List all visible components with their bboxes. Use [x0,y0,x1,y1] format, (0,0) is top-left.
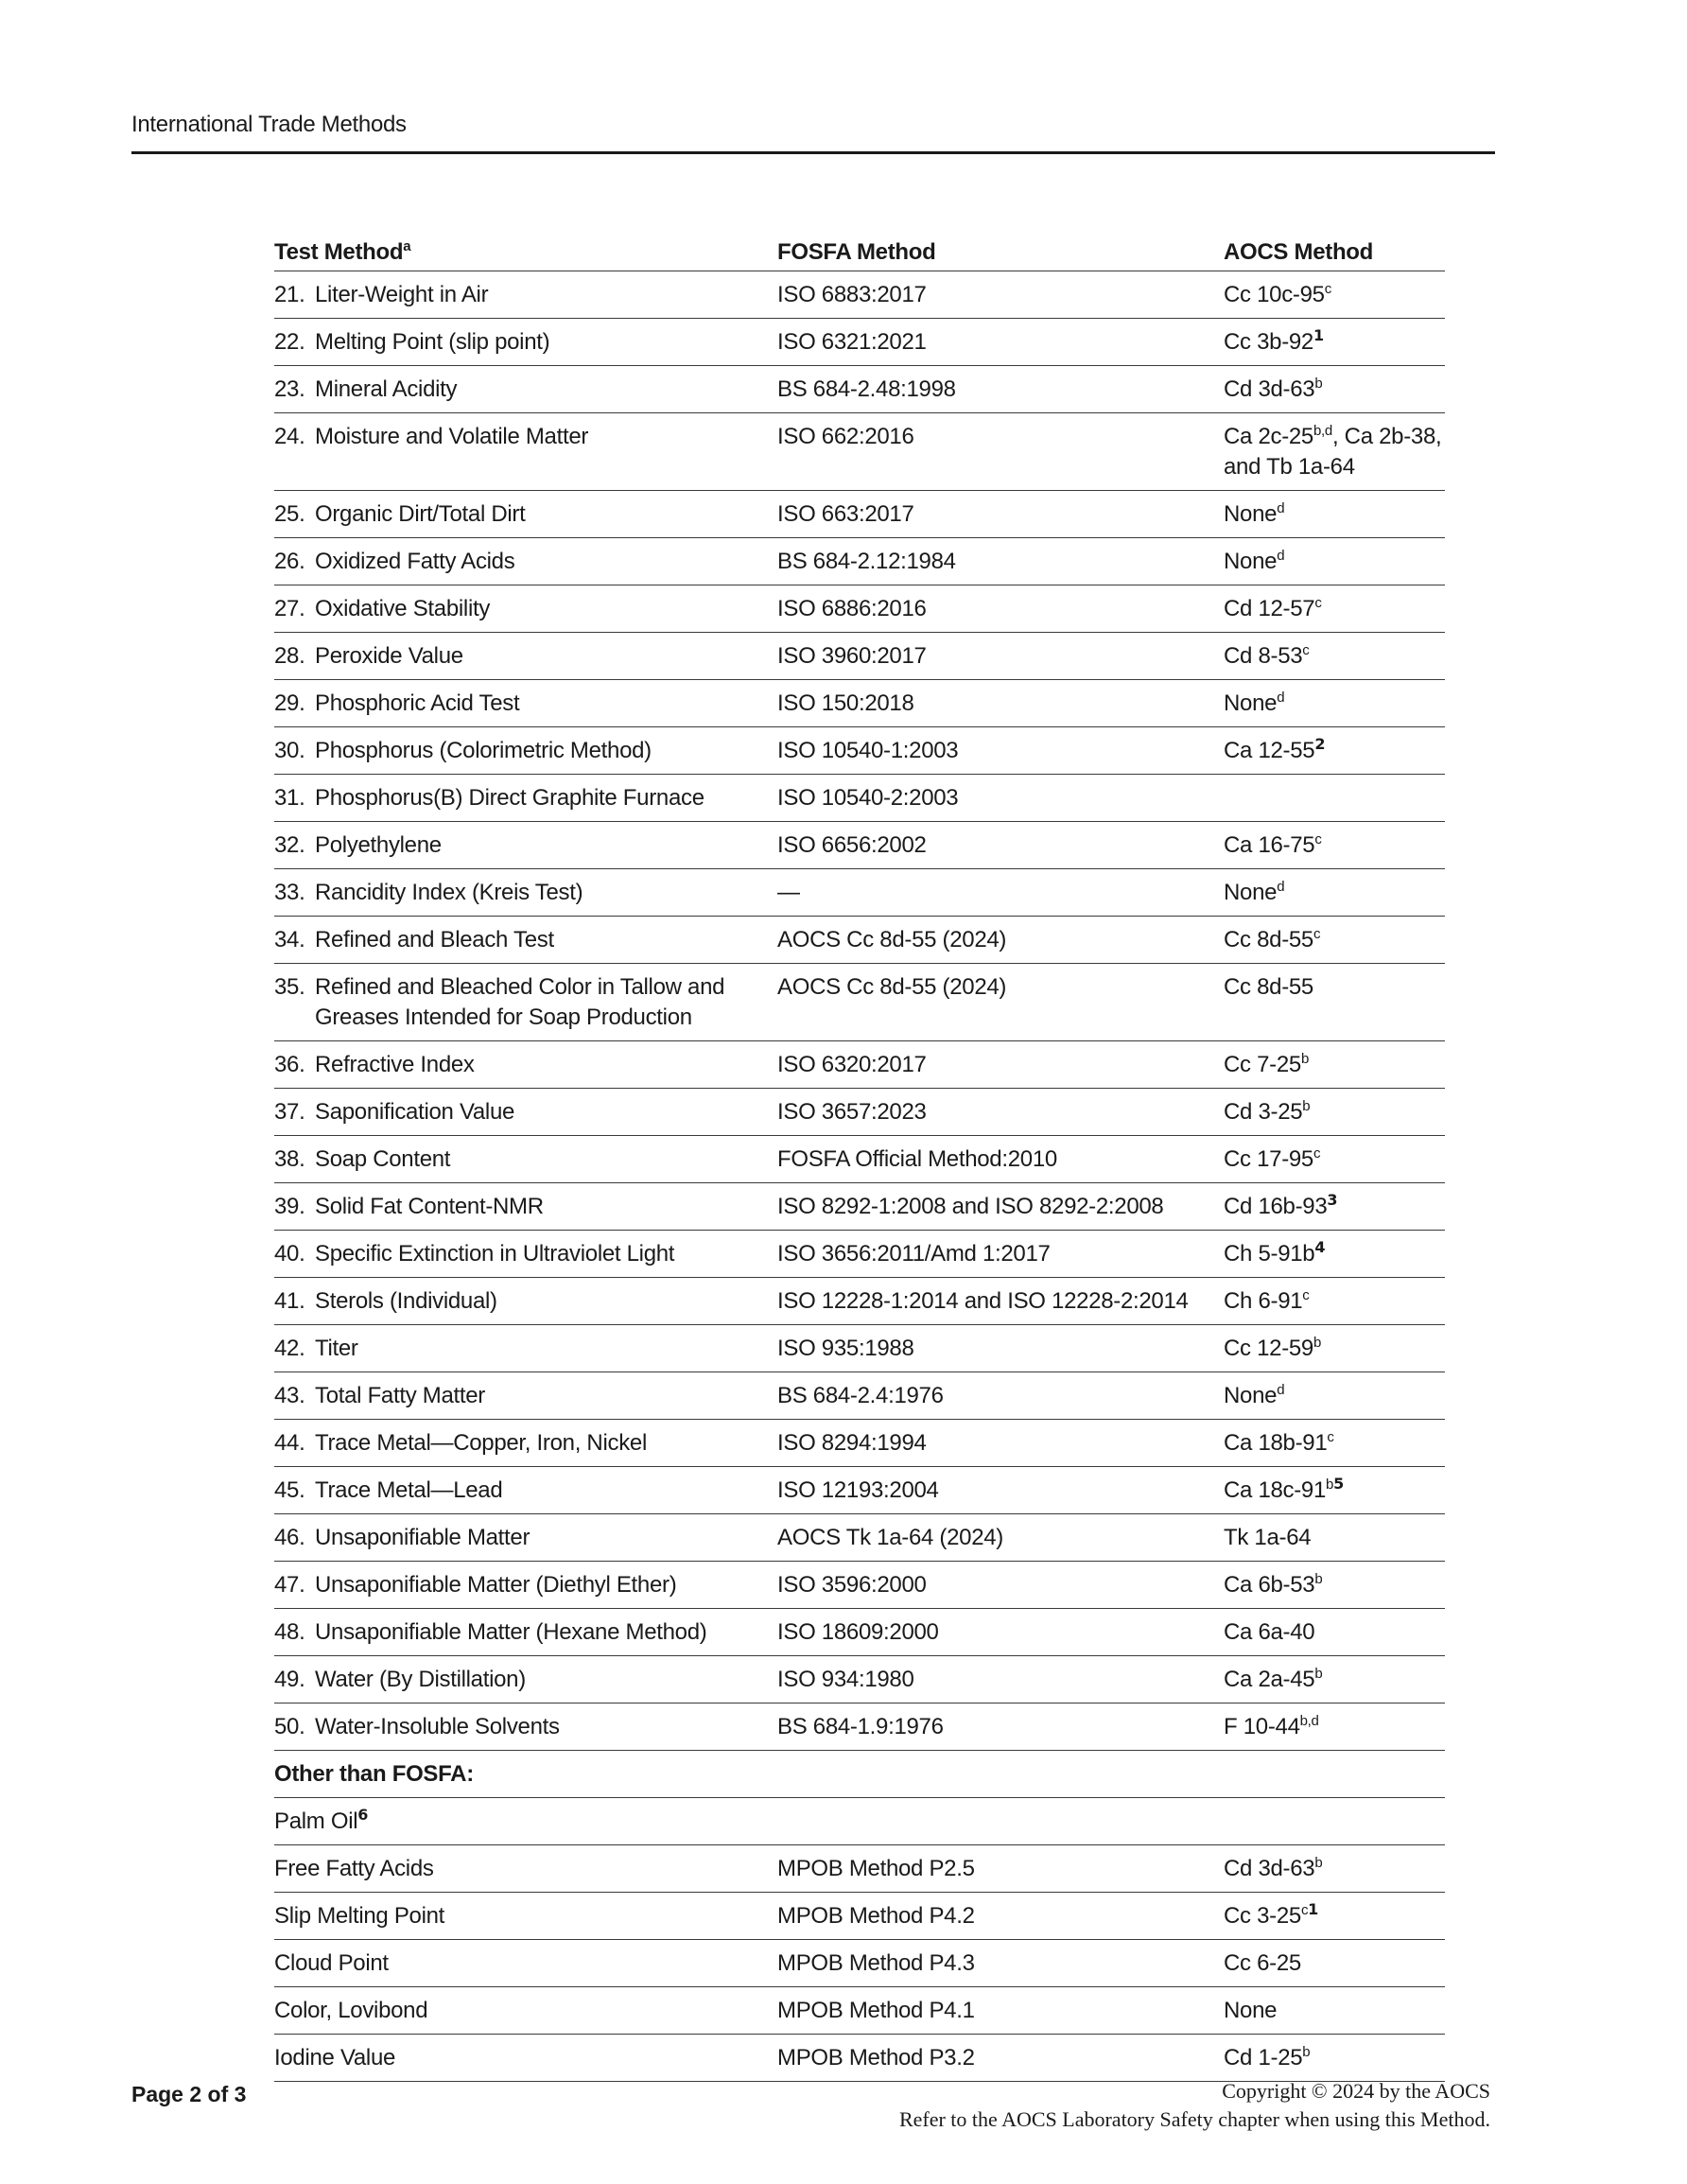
footnote-letter: c [1327,1429,1334,1445]
footer-notice [899,2077,1490,2134]
test-method-cell [274,1183,777,1230]
table-row [274,1278,1445,1325]
aocs-method-code: None [1224,1998,1278,2023]
test-method-name: Refined and Bleach Test [315,927,554,952]
test-method-cell [274,1089,777,1135]
footnote-letter: d [1277,1382,1285,1398]
test-method-cell [274,964,777,1040]
row-number: 26. [274,549,305,574]
aocs-method-code: Cd 12-57 [1224,596,1315,621]
test-method-name: Sterols (Individual) [315,1288,497,1314]
test-method-cell [274,491,777,537]
aocs-method-code: Cc 3b-92 [1224,329,1313,355]
test-method-name: Mineral Acidity [315,376,458,402]
fosfa-method-cell: ISO 18609:2000 [777,1619,939,1645]
aocs-method-cell [1224,775,1445,821]
row-number: 42. [274,1336,305,1361]
row-number: 24. [274,424,305,449]
aocs-method-code: Ca 2c-25 [1224,424,1313,449]
test-method-cell [274,1325,777,1372]
aocs-method-cell [1224,680,1445,726]
aocs-method-code: Cc 10c-95 [1224,282,1325,307]
fosfa-method-cell: BS 684-2.4:1976 [777,1383,944,1408]
aocs-method-cell [1224,727,1445,774]
footnote-letter: d [1277,548,1285,564]
row-number: 41. [274,1288,305,1314]
aocs-method-code: Cc 6-25 [1224,1950,1301,1976]
aocs-method-code: Cd 1-25 [1224,2045,1303,2070]
test-method-name: Total Fatty Matter [315,1383,485,1408]
table-row [274,1704,1445,1751]
header-test-method: Test Method$^a$ [274,238,411,265]
table-row [274,585,1445,633]
fosfa-method-cell: ISO 150:2018 [777,690,914,716]
row-number: 37. [274,1099,305,1125]
aocs-method-code: Cd 3d-63 [1224,1856,1315,1881]
row-number: 49. [274,1667,305,1692]
table-row [274,366,1445,413]
table-row [274,1562,1445,1609]
fosfa-method-cell: ISO 934:1980 [777,1667,914,1692]
section-row [274,1751,1445,1798]
table-header-row [274,229,1445,271]
fosfa-method-cell: MPOB Method P4.3 [777,1950,975,1976]
aocs-method-cell [1224,1278,1445,1324]
aocs-method-cell [1224,964,1445,1040]
copyright-line: Copyright © 2024 by the AOCS [1222,2079,1490,2103]
test-method-cell [274,1562,777,1608]
test-method-name: Trace Metal—Copper, Iron, Nickel [315,1430,647,1456]
empty-cell [777,1798,1224,1844]
footnote-letter: d [1277,690,1285,706]
table-row [274,1893,1445,1940]
aocs-method-cell [1224,822,1445,868]
test-method-name: Color, Lovibond [274,1998,428,2023]
table-row [274,1041,1445,1089]
aocs-method-cell [1224,1231,1445,1277]
test-method-name: Organic Dirt/Total Dirt [315,501,526,527]
fosfa-method-cell: ISO 3960:2017 [777,643,927,669]
aocs-method-code: Ca 18b-91 [1224,1430,1328,1456]
test-method-cell [274,917,777,963]
footnote-letter: c [1302,1287,1310,1303]
fosfa-method-cell: ISO 662:2016 [777,424,914,449]
test-method-name-cont: Greases Intended for Soap Production [315,1005,692,1030]
empty-cell [777,1751,1224,1797]
footnote-number: 2 [1314,735,1326,753]
test-method-cell [274,413,777,490]
fosfa-method-cell: BS 684-2.48:1998 [777,376,956,402]
aocs-method-cell [1224,917,1445,963]
aocs-method-cell [1224,1704,1445,1750]
aocs-method-cell [1224,1325,1445,1372]
test-method-cell [274,633,777,679]
row-number: 21. [274,282,305,307]
table-row [274,1372,1445,1420]
test-method-name: Soap Content [315,1146,451,1172]
fosfa-method-cell: ISO 6320:2017 [777,1052,927,1077]
table-row [274,1514,1445,1562]
section-label: Other than FOSFA: [274,1761,474,1787]
table-row [274,1136,1445,1183]
page-number: Page 2 of 3 [131,2082,247,2106]
aocs-method-cell [1224,1987,1445,2034]
row-number: 48. [274,1619,305,1645]
aocs-method-code: Cc 7-25 [1224,1052,1301,1077]
aocs-method-code: None [1224,549,1278,574]
aocs-method-code: Cd 16b-93 [1224,1194,1328,1219]
test-method-cell [274,1372,777,1419]
table-row [274,680,1445,727]
test-method-name: Iodine Value [274,2045,396,2070]
fosfa-method-cell: MPOB Method P4.1 [777,1998,975,2023]
table-row [274,413,1445,491]
aocs-method-code: Cc 17-95 [1224,1146,1313,1172]
row-number: 47. [274,1572,305,1598]
aocs-method-code: Cd 3d-63 [1224,376,1315,402]
test-method-cell [274,822,777,868]
empty-cell [1224,1751,1445,1797]
footnote-letter: b [1314,1571,1323,1587]
table-row [274,538,1445,585]
table-row [274,633,1445,680]
table-row [274,1987,1445,2035]
table-row [274,964,1445,1041]
aocs-method-cell [1224,633,1445,679]
row-number: 40. [274,1241,305,1267]
aocs-method-cell [1224,585,1445,632]
row-number: 39. [274,1194,305,1219]
table-row [274,1231,1445,1278]
row-number: 50. [274,1714,305,1739]
aocs-method-code: Cd 8-53 [1224,643,1303,669]
footnote-letter: b [1314,1855,1323,1871]
aocs-method-code: Cc 8d-55 [1224,927,1313,952]
row-number: 32. [274,832,305,858]
test-method-name: Unsaponifiable Matter (Diethyl Ether) [315,1572,677,1598]
footnote-letter: c [1314,595,1322,611]
fosfa-method-cell: MPOB Method P3.2 [777,2045,975,2070]
footnote-letter: c [1300,1902,1309,1918]
fosfa-method-cell: FOSFA Official Method:2010 [777,1146,1057,1172]
fosfa-method-cell: AOCS Cc 8d-55 (2024) [777,974,1007,1000]
row-number: 45. [274,1477,305,1503]
aocs-method-code: Ca 6b-53 [1224,1572,1315,1598]
test-method-cell [274,1420,777,1466]
row-number: 34. [274,927,305,952]
table-row [274,1467,1445,1514]
fosfa-method-cell: ISO 6656:2002 [777,832,927,858]
aocs-method-code: F 10-44 [1224,1714,1300,1739]
footnote-letter: c [1314,831,1322,847]
test-method-name: Slip Melting Point [274,1903,445,1929]
aocs-method-code: Ca 18c-91 [1224,1477,1327,1503]
test-method-name: Specific Extinction in Ultraviolet Light [315,1241,675,1267]
test-method-cell [274,1514,777,1561]
fosfa-method-cell: ISO 8292-1:2008 and ISO 8292-2:2008 [777,1194,1164,1219]
aocs-method-code: Cd 3-25 [1224,1099,1303,1125]
test-method-name: Free Fatty Acids [274,1856,434,1881]
footnote-number: 6 [357,1806,369,1824]
aocs-method-code: None [1224,880,1278,905]
empty-cell [1224,1798,1445,1844]
footnote-letter: b,d [1313,423,1332,439]
row-number: 35. [274,974,305,1000]
test-method-name: Water (By Distillation) [315,1667,526,1692]
aocs-method-cell [1224,1372,1445,1419]
table-row [274,917,1445,964]
row-number: 29. [274,690,305,716]
aocs-method-code: Ca 12-55 [1224,738,1315,763]
test-method-name: Phosphorus (Colorimetric Method) [315,738,652,763]
fosfa-method-cell: ISO 663:2017 [777,501,914,527]
aocs-method-cell [1224,271,1445,318]
aocs-method-code: Cc 12-59 [1224,1336,1313,1361]
table-row [274,271,1445,319]
test-method-name: Trace Metal—Lead [315,1477,503,1503]
test-method-cell [274,1278,777,1324]
row-number: 23. [274,376,305,402]
footnote-number: 1 [1308,1900,1318,1918]
aocs-method-cell [1224,413,1445,490]
footnote-letter: c [1324,281,1331,297]
table-row [274,2035,1445,2082]
aocs-method-code: Cc 8d-55 [1224,974,1313,1000]
subsection-name: Palm Oil [274,1808,358,1834]
test-method-cell [274,775,777,821]
footnote-letter: d [1277,500,1285,516]
test-method-name: Oxidative Stability [315,596,491,621]
footnote-letter: b [1314,376,1323,392]
test-method-cell [274,585,777,632]
test-method-name: Unsaponifiable Matter (Hexane Method) [315,1619,707,1645]
table-row [274,1420,1445,1467]
table-row [274,1325,1445,1372]
aocs-method-cell [1224,1609,1445,1655]
aocs-method-cell [1224,1562,1445,1608]
table-row [274,319,1445,366]
test-method-name: Phosphoric Acid Test [315,690,520,716]
fosfa-method-cell: ISO 3596:2000 [777,1572,927,1598]
row-number: 28. [274,643,305,669]
aocs-method-cell [1224,1420,1445,1466]
aocs-method-cell [1224,1136,1445,1182]
table-row [274,822,1445,869]
test-method-name: Refined and Bleached Color in Tallow and Greases Intended for Soap Production [315,974,725,1030]
footnote-letter: b [1300,1051,1309,1067]
aocs-method-extra: and Tb 1a-64 [1224,454,1355,480]
test-method-name: Phosphorus(B) Direct Graphite Furnace [315,785,704,811]
table-row [274,1940,1445,1987]
footnote-number: 1 [1313,326,1324,344]
aocs-method-cell [1224,1467,1445,1513]
row-number: 22. [274,329,305,355]
table-body [274,271,1445,2082]
aocs-method-code: None [1224,1383,1278,1408]
fosfa-method-cell: ISO 6886:2016 [777,596,927,621]
test-method-cell [274,680,777,726]
subsection-label [274,1798,777,1844]
table-row [274,1183,1445,1231]
fosfa-method-cell: BS 684-1.9:1976 [777,1714,944,1739]
row-number: 25. [274,501,305,527]
row-number: 31. [274,785,305,811]
aocs-method-cell [1224,491,1445,537]
test-method-cell [274,538,777,585]
table-row [274,1609,1445,1656]
aocs-method-cell [1224,869,1445,916]
aocs-method-cell [1224,366,1445,412]
fosfa-method-cell: BS 684-2.12:1984 [777,549,956,574]
fosfa-method-cell: ISO 10540-2:2003 [777,785,959,811]
methods-table [274,229,1445,2082]
footnote-number: 5 [1333,1475,1344,1493]
test-method-cell [274,727,777,774]
aocs-method-cell [1224,1893,1445,1939]
test-method-name: Rancidity Index (Kreis Test) [315,880,583,905]
fosfa-method-cell: ISO 12228-1:2014 and ISO 12228-2:2014 [777,1288,1189,1314]
aocs-method-cell [1224,538,1445,585]
aocs-method-extra: , Ca 2b-38, [1331,424,1442,449]
test-method-name: Moisture and Volatile Matter [315,424,589,449]
table-row [274,1845,1445,1893]
test-method-name: Titer [315,1336,358,1361]
table-row [274,1656,1445,1704]
footnote-letter: c [1313,926,1321,942]
aocs-method-cell [1224,1514,1445,1561]
test-method-name: Solid Fat Content-NMR [315,1194,544,1219]
test-method-name: Cloud Point [274,1950,389,1976]
aocs-method-cell [1224,1940,1445,1986]
aocs-method-code: Ch 6-91 [1224,1288,1303,1314]
table-row [274,1089,1445,1136]
test-method-name: Melting Point (slip point) [315,329,550,355]
fosfa-method-cell: ISO 6883:2017 [777,282,927,307]
fosfa-method-cell: — [777,880,800,905]
test-method-cell [274,1231,777,1277]
header-fosfa-method: FOSFA Method [777,239,936,265]
aocs-method-cell [1224,1845,1445,1892]
row-number: 33. [274,880,305,905]
running-head: International Trade Methods [131,112,407,137]
test-method-name: Water-Insoluble Solvents [315,1714,560,1739]
table-row [274,727,1445,775]
test-method-cell [274,366,777,412]
fosfa-method-cell: ISO 10540-1:2003 [777,738,959,763]
fosfa-method-cell: ISO 3656:2011/Amd 1:2017 [777,1241,1051,1267]
row-number: 46. [274,1525,305,1550]
fosfa-method-cell: AOCS Tk 1a-64 (2024) [777,1525,1004,1550]
footnote-letter: b [1313,1335,1322,1351]
aocs-method-cell [1224,1041,1445,1088]
fosfa-method-cell: MPOB Method P2.5 [777,1856,975,1881]
test-method-cell [274,1467,777,1513]
fosfa-method-cell: ISO 12193:2004 [777,1477,939,1503]
test-method-name: Peroxide Value [315,643,463,669]
test-method-cell [274,1136,777,1182]
footnote-letter: d [1277,879,1285,895]
aocs-method-cell [1224,319,1445,365]
test-method-cell [274,1041,777,1088]
header-aocs-method: AOCS Method [1224,239,1374,265]
fosfa-method-cell: ISO 6321:2021 [777,329,927,355]
aocs-method-code: Ca 6a-40 [1224,1619,1315,1645]
aocs-method-code: Cc 3-25 [1224,1903,1301,1929]
aocs-method-cell [1224,1183,1445,1230]
aocs-method-cell [1224,2035,1445,2081]
footnote-letter: b [1326,1476,1334,1493]
fosfa-method-cell: ISO 3657:2023 [777,1099,927,1125]
aocs-method-cell [1224,1656,1445,1703]
row-number: 36. [274,1052,305,1077]
aocs-method-cell [1224,1089,1445,1135]
test-method-name: Refractive Index [315,1052,475,1077]
aocs-method-code: Ca 16-75 [1224,832,1315,858]
fosfa-method-cell: MPOB Method P4.2 [777,1903,975,1929]
row-number: 44. [274,1430,305,1456]
aocs-method-code: Ca 2a-45 [1224,1667,1315,1692]
safety-note: Refer to the AOCS Laboratory Safety chapter when using this Method. [898,2107,1490,2131]
header-footnote-mark: a [403,238,411,254]
footnote-number: 3 [1327,1191,1338,1209]
row-number: 27. [274,596,305,621]
test-method-cell [274,869,777,916]
fosfa-method-cell: AOCS Cc 8d-55 (2024) [777,927,1007,952]
footnote-letter: b [1314,1666,1323,1682]
aocs-method-code: None [1224,501,1278,527]
footnote-letter: c [1302,642,1310,658]
aocs-method-code: Tk 1a-64 [1224,1525,1312,1550]
header-rule [131,151,1495,154]
test-method-cell [274,319,777,365]
test-method-name: Liter-Weight in Air [315,282,489,307]
fosfa-method-cell: ISO 935:1988 [777,1336,914,1361]
row-number: 30. [274,738,305,763]
row-number: 38. [274,1146,305,1172]
test-method-name: Saponification Value [315,1099,515,1125]
table-row [274,491,1445,538]
test-method-name: Polyethylene [315,832,442,858]
fosfa-method-cell: ISO 8294:1994 [777,1430,927,1456]
test-method-cell [274,1656,777,1703]
test-method-name: Unsaponifiable Matter [315,1525,530,1550]
test-method-name: Oxidized Fatty Acids [315,549,515,574]
table-row [274,775,1445,822]
table-row [274,869,1445,917]
test-method-cell [274,1704,777,1750]
test-method-cell [274,271,777,318]
aocs-method-code: None [1224,690,1278,716]
test-method-cell [274,1609,777,1655]
subsection-row [274,1798,1445,1845]
footnote-letter: c [1313,1145,1321,1162]
footnote-letter: b [1302,2044,1311,2060]
aocs-method-code: Ch 5-91b [1224,1241,1315,1267]
row-number: 43. [274,1383,305,1408]
footnote-letter: b,d [1299,1713,1319,1729]
footnote-letter: b [1302,1098,1311,1114]
footnote-number: 4 [1314,1238,1326,1256]
